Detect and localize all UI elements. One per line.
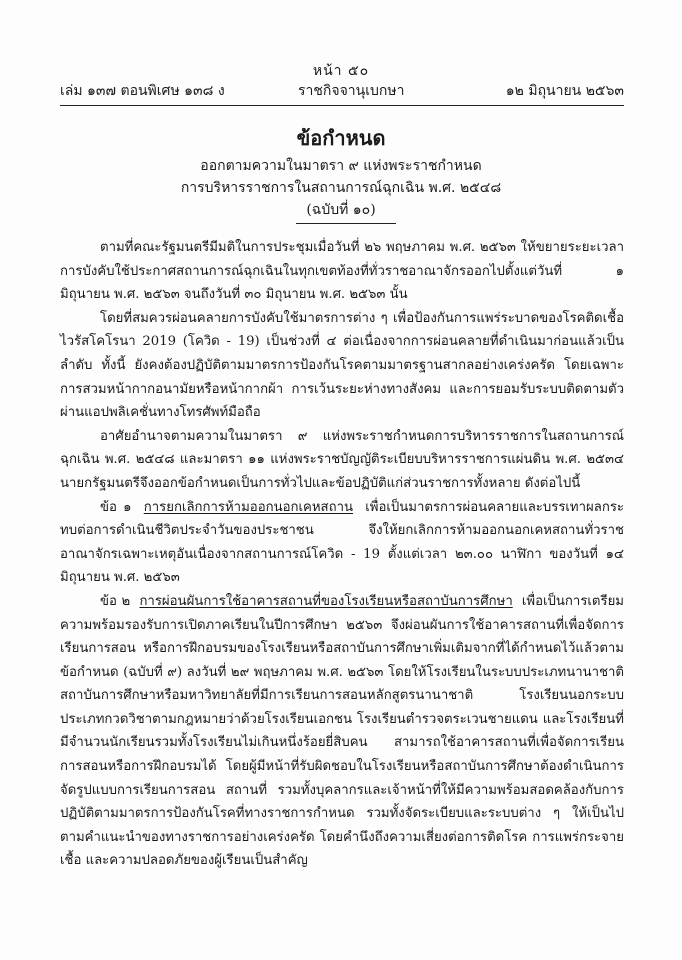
volume-info: เล่ม ๑๓๗ ตอนพิเศษ ๑๓๘ ง [60, 83, 225, 99]
document-subtitle-2: การบริหารราชการในสถานการณ์ฉุกเฉิน พ.ศ. ๒๕๔๘ [180, 180, 502, 196]
document-edition: (ฉบับที่ ๑๐) [306, 202, 376, 218]
page-number: หน้า ๕๐ [312, 63, 370, 79]
publication-name: ราชกิจจานุเบกษา [298, 83, 405, 99]
paragraph-preamble: ตามที่คณะรัฐมนตรีมีมติในการประชุมเมื่อวันที่ ๒๖ พฤษภาคม พ.ศ. ๒๕๖๓ ให้ขยายระยะเวลาการบังคับใช้ประกาศสถานการณ์ฉุกเฉินในทุกเขตท้องที่ทั่วราชอาณาจักรออกไปตั้งแต่วันที่ ๑ มิถุนายน พ.ศ. ๒๕๖๓ จนถึงวันที่ ๓๐ มิถุนายน พ.ศ. ๒๕๖๓ นั้น [60, 240, 624, 303]
document-title: ข้อกำหนด [296, 126, 386, 150]
header-divider [60, 105, 624, 106]
paragraph-authority: อาศัยอำนาจตามความในมาตรา ๙ แห่งพระราชกำหนดการบริหารราชการในสถานการณ์ฉุกเฉิน พ.ศ. ๒๕๔๘ และมาตรา ๑๑ แห่งพระราชบัญญัติระเบียบบริหารราชการแผ่นดิน พ.ศ. ๒๕๓๔ นายกรัฐมนตรีจึงออกข้อกำหนดเป็นการทั่วไปและข้อปฏิบัติแก่ส่วนราชการทั้งหลาย ดังต่อไปนี้ [60, 428, 624, 491]
clause-2-heading: การผ่อนผันการใช้อาคารสถานที่ของโรงเรียนหรือสถาบันการศึกษา [139, 593, 513, 609]
document-body [60, 236, 624, 873]
clause-1-number: ข้อ ๑ [100, 499, 132, 515]
clause-1-heading: การยกเลิกการห้ามออกนอกเคหสถาน [143, 499, 353, 515]
clause-2 [60, 590, 624, 873]
document-subtitle-1: ออกตามความในมาตรา ๙ แห่งพระราชกำหนด [200, 158, 482, 174]
paragraph-rationale: โดยที่สมควรผ่อนคลายการบังคับใช้มาตรการต่าง ๆ เพื่อป้องกันการแพร่ระบาดของโรคติดเชื้อไวรัสโคโรนา 2019 (โควิด - 19) เป็นช่วงที่ ๔ ต่อเนื่องจากการผ่อนคลายที่ดำเนินมาก่อนแล้วเป็นลำดับ ทั้งนี้ ยังคงต้องปฏิบัติตามมาตรการป้องกันโรคตามมาตรฐานสากลอย่างเคร่งครัด โดยเฉพาะการสวมหน้ากากอนามัยหรือหน้ากากผ้า การเว้นระยะห่างทางสังคม และการยอมรับระบบติดตามตัวผ่านแอปพลิเคชั่นทางโทรศัพท์มือถือ [60, 310, 624, 421]
clause-2-number: ข้อ ๒ [100, 593, 131, 609]
title-divider [296, 223, 396, 224]
publication-date: ๑๒ มิถุนายน ๒๕๖๓ [505, 83, 624, 99]
clause-1-text: เพื่อเป็นมาตรการผ่อนคลายและบรรเทาผลกระทบต่อการดำเนินชีวิตประจำวันของประชาชน จึงให้ยกเลิกการห้ามออกนอกเคหสถานทั่วราชอาณาจักรเฉพาะเหตุอันเนื่องจากสถานการณ์โควิด - 19 ตั้งแต่เวลา ๒๓.๐๐ นาฬิกา ของวันที่ ๑๔ มิถุนายน พ.ศ. ๒๕๖๓ [60, 499, 624, 586]
clause-2-text: เพื่อเป็นการเตรียมความพร้อมรองรับการเปิดภาคเรียนในปีการศึกษา ๒๕๖๓ จึงผ่อนผันการใช้อาคารสถานที่เพื่อจัดการเรียนการสอน หรือการฝึกอบรมของโรงเรียนหรือสถาบันการศึกษาเพิ่มเติมจากที่ได้กำหนดไว้แล้วตามข้อกำหนด (ฉบับที่ ๙) ลงวันที่ ๒๙ พฤษภาคม พ.ศ. ๒๕๖๓ โดยให้โรงเรียนในระบบประเภทนานาชาติ สถาบันการศึกษาหรือมหาวิทยาลัยที่มีการเรียนการสอนหลักสูตรนานาชาติ โรงเรียนนอกระบบประเภทกวดวิชาตามกฎหมายว่าด้วยโรงเรียนเอกชน โรงเรียนตำรวจตระเวนชายแดน และโรงเรียนที่มีจำนวนนักเรียนรวมทั้งโรงเรียนไม่เกินหนึ่งร้อยยี่สิบคน สามารถใช้อาคารสถานที่เพื่อจัดการเรียนการสอนหรือการฝึกอบรมได้ โดยผู้มีหน้าที่รับผิดชอบในโรงเรียนหรือสถาบันการศึกษาต้องดำเนินการจัดรูปแบบการเรียนการสอน สถานที่ รวมทั้งบุคลากรและเจ้าหน้าที่ให้มีความพร้อมสอดคล้องกับการปฏิบัติตามมาตรการป้องกันโรคที่ทางราชการกำหนด รวมทั้งจัดระเบียบและระบบต่าง ๆ ให้เป็นไปตามคำแนะนำของทางราชการอย่างเคร่งครัด โดยคำนึงถึงความเสี่ยงต่อการติดโรค การแพร่กระจายเชื้อ และความปลอดภัยของผู้เรียนเป็นสำคัญ [60, 593, 624, 869]
clause-1 [60, 496, 624, 590]
